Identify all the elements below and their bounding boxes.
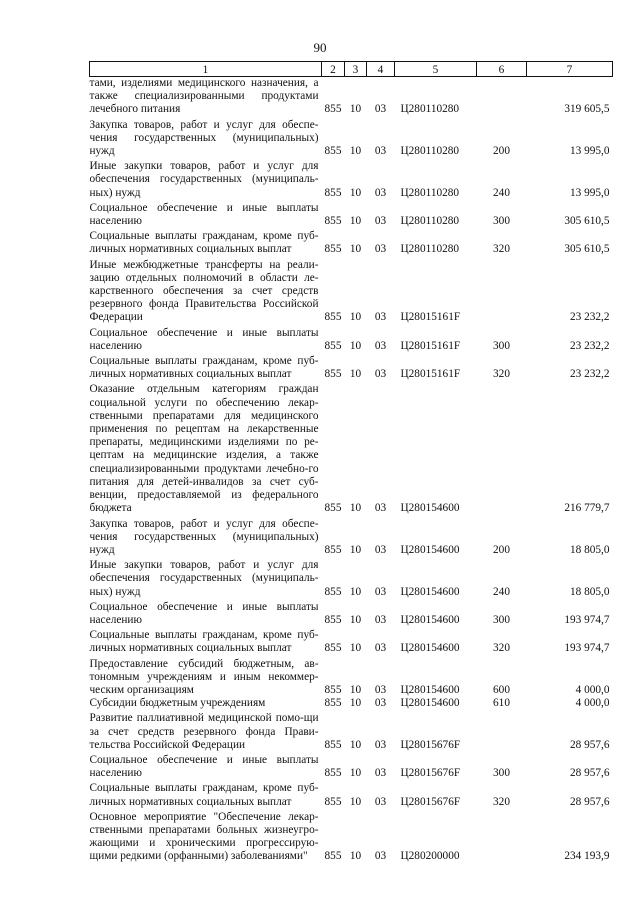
row-expense-type: 200 (493, 145, 510, 158)
table-row (90, 160, 613, 202)
header-col-1: 1 (90, 62, 322, 77)
row-ministry-code: 855 (324, 585, 342, 598)
row-amount: 13 995,0 (569, 145, 610, 158)
row-target-article: Ц28015676F (400, 767, 461, 780)
row-target-article: Ц280110280 (400, 186, 460, 199)
row-expense-type (477, 383, 527, 517)
row-target-article: Ц28015676F (400, 738, 461, 751)
row-amount: 28 957,6 (569, 738, 610, 751)
row-expense-type: 320 (493, 795, 510, 808)
page-number: 90 (313, 40, 327, 55)
row-target-article: Ц28015676F (400, 795, 461, 808)
table-row (90, 697, 613, 712)
row-description: Иные закупки товаров, работ и услуг для обеспечения государственных (муниципаль-ных) нужд (89, 559, 319, 598)
row-amount: 23 232,2 (569, 368, 610, 381)
header-col-3: 3 (345, 62, 367, 77)
row-section: 10 (349, 585, 362, 598)
table-row (90, 518, 613, 560)
row-target-article: Ц280154600 (400, 502, 460, 515)
row-ministry-code: 855 (324, 186, 342, 199)
row-description: Социальные выплаты гражданам, кроме пуб-личных нормативных социальных выплат (89, 355, 319, 381)
row-section: 10 (349, 642, 362, 655)
row-ministry-code: 855 (324, 697, 342, 710)
row-expense-type (477, 811, 527, 866)
row-section: 10 (349, 215, 362, 228)
row-description: Социальное обеспечение и иные выплаты населению (89, 753, 319, 780)
row-subsection: 03 (374, 243, 387, 256)
row-ministry-code: 855 (324, 215, 342, 228)
table-header (90, 62, 613, 77)
row-description: тами, изделиями медицинского назначения, а также специализированными продуктами лечебного питания (89, 77, 319, 116)
row-target-article: Ц280154600 (400, 585, 460, 598)
row-subsection: 03 (374, 145, 387, 158)
row-description: Закупка товаров, работ и услуг для обеспе-чения государственных (муниципальных) нужд (89, 517, 319, 556)
row-target-article: Ц280110280 (400, 103, 460, 116)
row-amount: 193 974,7 (564, 642, 610, 655)
header-col-2: 2 (322, 62, 345, 77)
table-row (90, 658, 613, 698)
row-expense-type: 240 (493, 585, 510, 598)
table-row (90, 327, 613, 355)
row-section: 10 (349, 683, 362, 696)
row-subsection: 03 (374, 368, 387, 381)
table-row (90, 259, 613, 327)
header-col-7: 7 (527, 62, 613, 77)
row-target-article: Ц280154600 (400, 613, 460, 626)
row-subsection: 03 (374, 502, 387, 515)
row-description: Развитие паллиативной медицинской помо-щи за счет средств резервного фонда Прави-тельства Российской Федерации (89, 712, 319, 751)
row-target-article: Ц280154600 (400, 642, 460, 655)
row-expense-type: 320 (493, 368, 510, 381)
row-description: Предоставление субсидий бюджетным, ав-тономным учреждениям и иным некоммер-ческим организациям (89, 657, 319, 696)
row-section: 10 (349, 502, 362, 515)
row-amount: 13 995,0 (569, 186, 610, 199)
row-amount: 4 000,0 (575, 683, 610, 696)
row-ministry-code: 855 (324, 368, 342, 381)
row-subsection: 03 (374, 103, 387, 116)
row-subsection: 03 (374, 311, 387, 324)
table-row (90, 754, 613, 782)
row-expense-type: 320 (493, 243, 510, 256)
row-section: 10 (349, 339, 362, 352)
row-description: Основное мероприятие "Обеспечение лекар-ственными препаратами больных жизнеугро-жающими и хроническими прогрессирую-щими редкими (орфанными) заболеваниями" (89, 810, 319, 863)
row-target-article: Ц280154600 (400, 683, 460, 696)
row-section: 10 (349, 697, 362, 710)
row-expense-type: 300 (493, 613, 510, 626)
row-description: Социальные выплаты гражданам, кроме пуб-личных нормативных социальных выплат (89, 629, 319, 655)
row-expense-type: 300 (493, 215, 510, 228)
row-amount: 18 805,0 (569, 585, 610, 598)
table-row (90, 712, 613, 754)
row-target-article: Ц28015161F (400, 311, 461, 324)
row-description: Иные закупки товаров, работ и услуг для обеспечения государственных (муниципаль-ных) нужд (89, 160, 319, 199)
row-subsection: 03 (374, 543, 387, 556)
row-section: 10 (349, 103, 362, 116)
row-ministry-code: 855 (324, 502, 342, 515)
table-row (90, 77, 613, 119)
row-expense-type: 300 (493, 339, 510, 352)
row-section: 10 (349, 311, 362, 324)
row-description: Социальные выплаты гражданам, кроме пуб-личных нормативных социальных выплат (89, 230, 319, 256)
row-ministry-code: 855 (324, 795, 342, 808)
row-subsection: 03 (374, 767, 387, 780)
table-row (90, 202, 613, 230)
row-amount: 319 605,5 (564, 103, 610, 116)
row-amount: 305 610,5 (564, 243, 610, 256)
row-description: Социальное обеспечение и иные выплаты населению (89, 201, 319, 228)
row-amount: 234 193,9 (564, 850, 610, 863)
row-description: Социальное обеспечение и иные выплаты населению (89, 600, 319, 626)
row-expense-type: 200 (493, 543, 510, 556)
table-body (90, 77, 613, 866)
row-ministry-code: 855 (324, 145, 342, 158)
row-description: Субсидии бюджетным учреждениям (89, 697, 266, 710)
row-section: 10 (349, 738, 362, 751)
row-section: 10 (349, 145, 362, 158)
row-target-article: Ц280110280 (400, 243, 460, 256)
row-expense-type: 300 (493, 767, 510, 780)
row-ministry-code: 855 (324, 850, 342, 863)
table-row (90, 782, 613, 810)
row-subsection: 03 (374, 585, 387, 598)
row-target-article: Ц280154600 (400, 697, 460, 710)
header-col-6: 6 (477, 62, 527, 77)
row-ministry-code: 855 (324, 311, 342, 324)
row-ministry-code: 855 (324, 738, 342, 751)
row-ministry-code: 855 (324, 683, 342, 696)
row-expense-type: 600 (493, 683, 510, 696)
row-ministry-code: 855 (324, 243, 342, 256)
row-target-article: Ц280154600 (400, 543, 460, 556)
row-expense-type: 240 (493, 186, 510, 199)
row-target-article: Ц280200000 (400, 850, 460, 863)
row-ministry-code: 855 (324, 103, 342, 116)
row-amount: 23 232,2 (569, 311, 610, 324)
row-subsection: 03 (374, 697, 387, 710)
row-section: 10 (349, 613, 362, 626)
row-amount: 193 974,7 (564, 613, 610, 626)
table-row (90, 355, 613, 383)
row-subsection: 03 (374, 642, 387, 655)
header-col-5: 5 (395, 62, 477, 77)
row-section: 10 (349, 368, 362, 381)
row-amount: 28 957,6 (569, 795, 610, 808)
row-subsection: 03 (374, 795, 387, 808)
row-subsection: 03 (374, 738, 387, 751)
row-amount: 28 957,6 (569, 767, 610, 780)
row-amount: 305 610,5 (564, 215, 610, 228)
row-target-article: Ц28015161F (400, 368, 461, 381)
row-section: 10 (349, 767, 362, 780)
table-row (90, 811, 613, 866)
header-row (90, 62, 613, 77)
row-target-article: Ц28015161F (400, 339, 461, 352)
row-description: Социальные выплаты гражданам, кроме пуб-личных нормативных социальных выплат (89, 782, 319, 808)
row-description: Иные межбюджетные трансферты на реали-зацию отдельных полномочий в области ле-карственного обеспечения за счет средств резервного фонда Правительства Российской Федерации (89, 258, 319, 324)
row-subsection: 03 (374, 613, 387, 626)
row-ministry-code: 855 (324, 613, 342, 626)
table-row (90, 601, 613, 629)
row-expense-type (477, 259, 527, 327)
row-amount: 216 779,7 (564, 502, 610, 515)
table-row (90, 383, 613, 517)
row-ministry-code: 855 (324, 767, 342, 780)
row-ministry-code: 855 (324, 543, 342, 556)
row-amount: 18 805,0 (569, 543, 610, 556)
row-section: 10 (349, 243, 362, 256)
row-ministry-code: 855 (324, 642, 342, 655)
row-description: Социальное обеспечение и иные выплаты населению (89, 326, 319, 352)
row-subsection: 03 (374, 186, 387, 199)
row-expense-type: 320 (493, 642, 510, 655)
row-expense-type (477, 712, 527, 754)
row-subsection: 03 (374, 215, 387, 228)
row-description: Оказание отдельным категориям граждан социальной услуги по обеспечению лекар-ственными препаратами для медицинского применения по рецептам на лекарственные препараты, медицинскими изделиями по ре-цептам на медицинские изделия, а также специализированными продуктами лечебно-го питания для детей-инвалидов за счет суб-венции, предоставляемой из федерального бюджета (89, 383, 319, 515)
row-subsection: 03 (374, 850, 387, 863)
row-section: 10 (349, 795, 362, 808)
row-section: 10 (349, 543, 362, 556)
table-row (90, 559, 613, 601)
row-subsection: 03 (374, 339, 387, 352)
row-amount: 23 232,2 (569, 339, 610, 352)
row-ministry-code: 855 (324, 339, 342, 352)
table-row (90, 230, 613, 258)
table-row (90, 629, 613, 657)
row-amount: 4 000,0 (575, 697, 610, 710)
row-expense-type (477, 77, 527, 119)
row-expense-type: 610 (493, 697, 510, 710)
row-target-article: Ц280110280 (400, 215, 460, 228)
row-section: 10 (349, 186, 362, 199)
row-subsection: 03 (374, 683, 387, 696)
header-col-4: 4 (367, 62, 395, 77)
table-row (90, 119, 613, 161)
row-description: Закупка товаров, работ и услуг для обеспе-чения государственных (муниципальных) нужд (89, 118, 319, 158)
budget-table (89, 61, 613, 866)
row-section: 10 (349, 850, 362, 863)
row-target-article: Ц280110280 (400, 145, 460, 158)
